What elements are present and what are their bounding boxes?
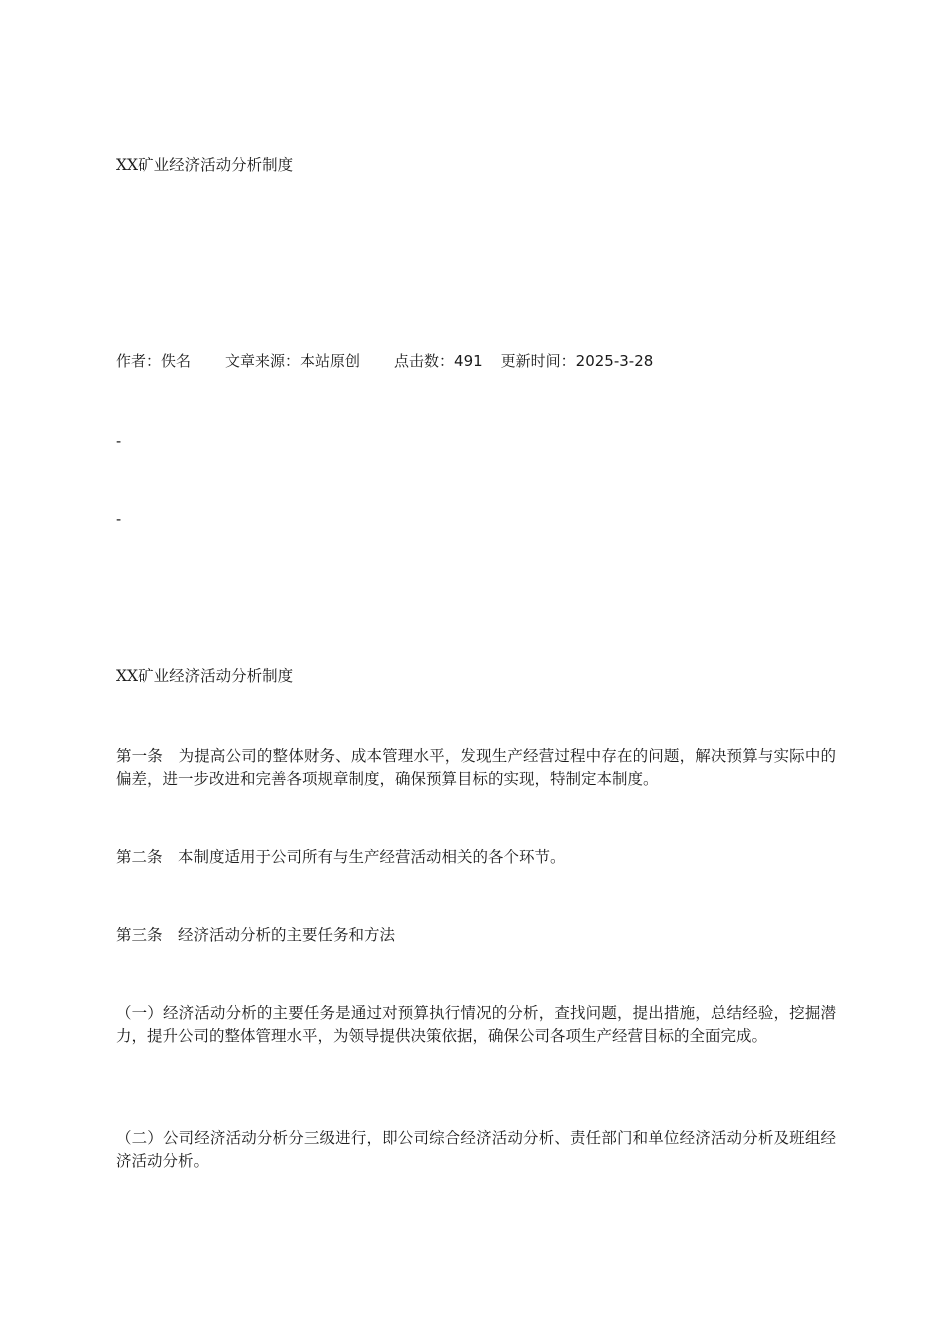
document-title: XX矿业经济活动分析制度 <box>116 156 294 174</box>
item-2-paragraph: （二）公司经济活动分析分三级进行，即公司综合经济活动分析、责任部门和单位经济活动分析及班组经济活动分析。 <box>116 1129 836 1170</box>
article-1-paragraph: 第一条 为提高公司的整体财务、成本管理水平，发现生产经营过程中存在的问题，解决预算与实际中的偏差，进一步改进和完善各项规章制度，确保预算目标的实现，特制定本制度。 <box>116 747 836 788</box>
separator-dash: - <box>116 433 122 450</box>
click-count: 点击数：491 <box>394 352 483 370</box>
body-title: XX矿业经济活动分析制度 <box>116 667 294 685</box>
author-label: 作者：佚名 <box>116 352 192 370</box>
article-2-paragraph: 第二条 本制度适用于公司所有与生产经营活动相关的各个环节。 <box>116 848 566 866</box>
update-time: 更新时间：2025-3-28 <box>500 352 654 370</box>
article-meta <box>116 350 836 373</box>
item-1-paragraph: （一）经济活动分析的主要任务是通过对预算执行情况的分析，查找问题，提出措施，总结经验，挖掘潜力，提升公司的整体管理水平，为领导提供决策依据，确保公司各项生产经营目标的全面完成。 <box>116 1004 836 1045</box>
source-label: 文章来源：本站原创 <box>225 352 361 370</box>
separator-dash: - <box>116 511 122 528</box>
article-3-paragraph: 第三条 经济活动分析的主要任务和方法 <box>116 926 396 944</box>
